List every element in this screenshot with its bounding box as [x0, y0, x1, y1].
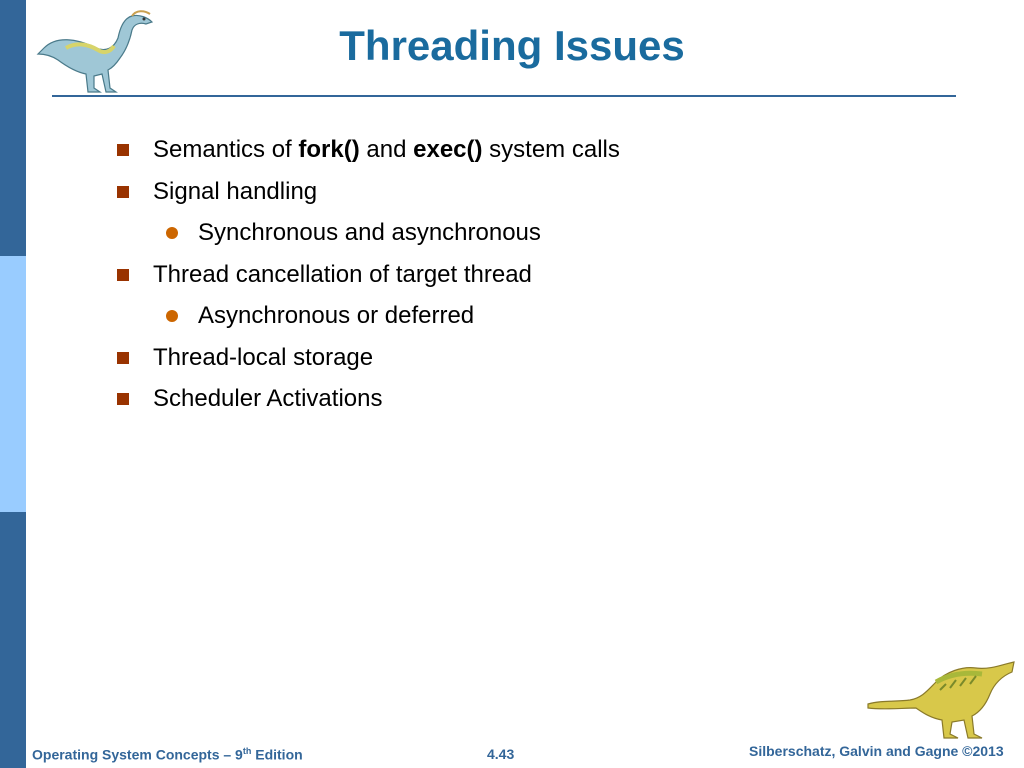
bullet-square-icon — [117, 269, 129, 281]
bullet-text: and — [359, 136, 414, 163]
bullet-square-icon — [117, 393, 129, 405]
bullet-item — [153, 385, 382, 413]
bullet-text: Synchronous and asynchronous — [198, 219, 541, 246]
footer-copyright: Silberschatz, Galvin and Gagne ©2013 — [749, 743, 1004, 759]
bullet-text: system calls — [482, 136, 620, 163]
bullet-text: Thread cancellation of target thread — [153, 260, 532, 288]
bullet-item — [153, 261, 532, 289]
bullet-dot-icon — [166, 227, 178, 239]
bullet-square-icon — [117, 352, 129, 364]
footer-book-sup: th — [242, 746, 252, 756]
bullet-item — [153, 136, 620, 164]
sub-bullet-item — [198, 219, 541, 247]
footer-page-number: 4.43 — [487, 746, 515, 762]
footer-book-title — [32, 746, 303, 763]
bullet-dot-icon — [166, 310, 178, 322]
bullet-item — [153, 344, 373, 372]
sub-bullet-item — [198, 302, 474, 330]
slide-title: Threading Issues — [339, 22, 685, 69]
bullet-code-term: exec() — [413, 136, 483, 163]
bullet-text: Semantics of — [153, 136, 299, 163]
bullet-text: Thread-local storage — [153, 343, 374, 371]
footer-book-suffix: Edition — [251, 746, 303, 763]
footer-book-prefix: Operating System Concepts – 9 — [32, 746, 243, 763]
bullet-text: Scheduler Activations — [153, 385, 383, 412]
bullet-square-icon — [117, 186, 129, 198]
bullet-text: Asynchronous or deferred — [198, 302, 475, 329]
dinosaur-footer-icon — [866, 660, 1016, 740]
bullet-item — [153, 178, 317, 206]
bullet-text: Signal handling — [153, 177, 318, 205]
bullet-code-term: fork() — [298, 136, 360, 163]
bullet-square-icon — [117, 144, 129, 156]
